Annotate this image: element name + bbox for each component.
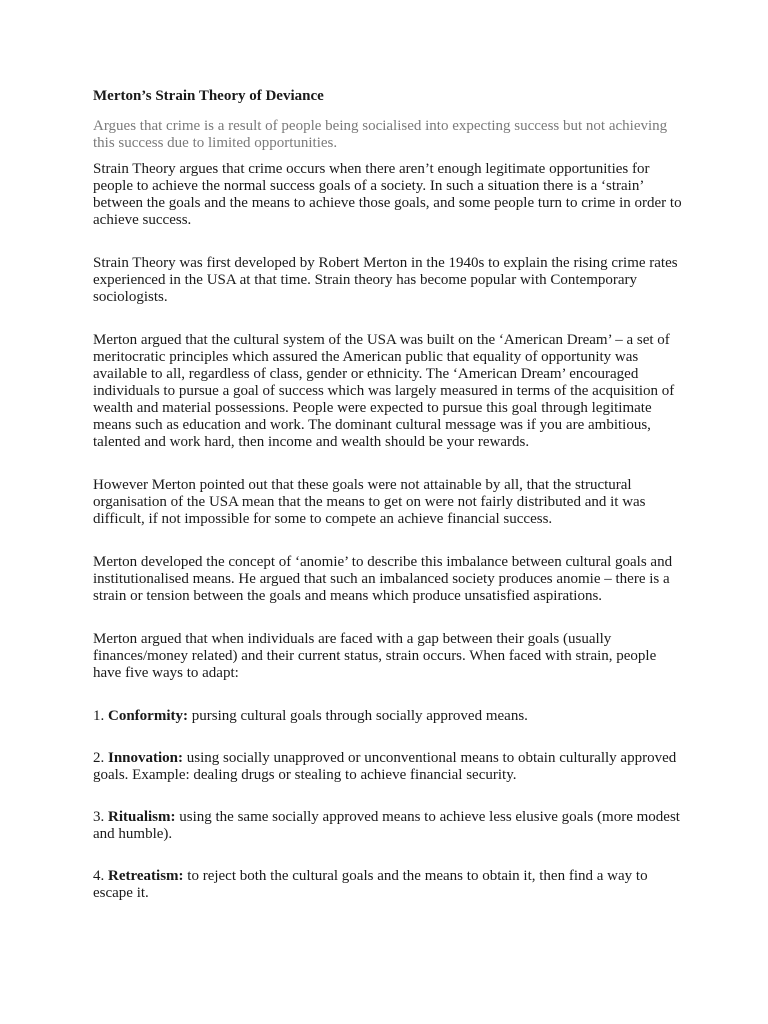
paragraph-4: However Merton pointed out that these goals were not attainable by all, that the structural organisation of the USA mean that the means to get on were not fairly distributed and it was difficult, if not impossible for some to compete an achieve financial success.: [93, 477, 646, 527]
paragraph-2: Strain Theory was first developed by Robert Merton in the 1940s to explain the rising crime rates experienced in the USA at that time. Strain theory has become popular with Contemporary sociologists.: [93, 255, 678, 305]
adaptation-term: Conformity:: [108, 708, 188, 724]
adaptation-item-retreatism: [93, 868, 683, 902]
adaptation-item-ritualism: [93, 809, 683, 843]
adaptation-number: 4.: [93, 868, 105, 884]
paragraph-1: Strain Theory argues that crime occurs when there aren’t enough legitimate opportunities for people to achieve the normal success goals of a society. In such a situation there is a ‘strain’ between the goals and the means to achieve those goals, and some people turn to crime in order to achieve success.: [93, 161, 682, 228]
document-page: [93, 86, 683, 927]
adaptation-number: 3.: [93, 809, 105, 825]
adaptation-term: Retreatism:: [108, 868, 184, 884]
adaptation-term: Ritualism:: [108, 809, 176, 825]
adaptation-item-conformity: [93, 708, 683, 725]
document-title: Merton’s Strain Theory of Deviance: [93, 88, 324, 104]
adaptation-number: 1.: [93, 708, 105, 724]
adaptation-term: Innovation:: [108, 750, 184, 766]
paragraph-3: Merton argued that the cultural system of the USA was built on the ‘American Dream’ – a set of meritocratic principles which assured the American public that equality of opportunity was available to all, regardless of class, gender or ethnicity. The ‘American Dream’ encouraged individuals to pursue a goal of success which was largely measured in terms of the acquisition of wealth and material possessions. People were expected to pursue this goal through legitimate means such as education and work. The dominant cultural message was if you are ambitious, talented and work hard, then income and wealth should be your rewards.: [93, 332, 675, 450]
adaptation-number: 2.: [93, 750, 105, 766]
adaptation-description: pursing cultural goals through socially approved means.: [191, 708, 528, 724]
document-subtitle: Argues that crime is a result of people being socialised into expecting success but not achieving this success due to limited opportunities.: [93, 118, 668, 151]
adaptation-item-innovation: [93, 750, 683, 784]
adaptation-description: using socially unapproved or unconventional means to obtain culturally approved goals. Example: dealing drugs or stealing to achieve financial security.: [93, 750, 677, 783]
adaptation-description: to reject both the cultural goals and the means to obtain it, then find a way to escape it.: [93, 868, 648, 901]
adaptation-description: using the same socially approved means to achieve less elusive goals (more modest and humble).: [93, 809, 680, 842]
paragraph-6: Merton argued that when individuals are faced with a gap between their goals (usually finances/money related) and their current status, strain occurs. When faced with strain, people have five ways to adapt:: [93, 631, 657, 681]
paragraph-5: Merton developed the concept of ‘anomie’ to describe this imbalance between cultural goals and institutionalised means. He argued that such an imbalanced society produces anomie – there is a strain or tension between the goals and means which produce unsatisfied aspirations.: [93, 554, 673, 604]
